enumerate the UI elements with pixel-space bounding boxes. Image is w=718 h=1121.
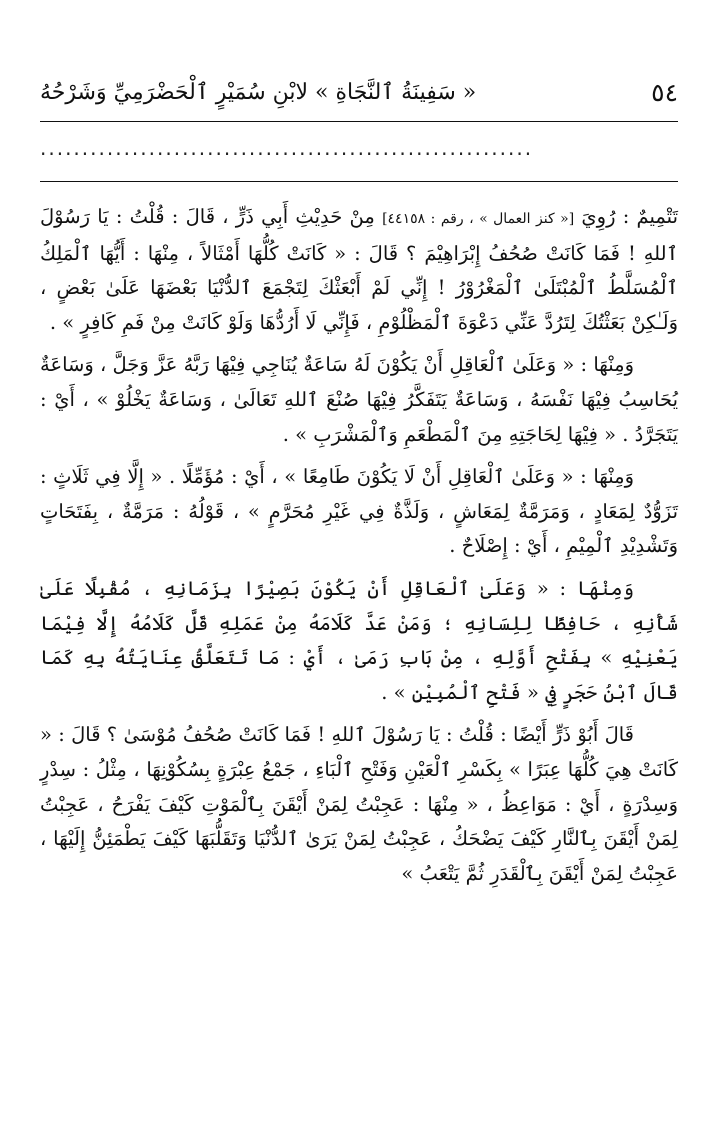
paragraph-text: قَالَ أَبُوْ ذَرٍّ أَيْضًا : قُلْتُ : يَا رَسُوْلَ ٱللهِ ! فَمَا كَانَتْ صُحُفُ مُوْسَىٰ ؟ قَالَ : « كَانَتْ هِيَ كُلُّهَا عِبَرًا » بِكَسْرِ ٱلْعَيْنِ وَفَتْحِ ٱلْبَاءِ ، جَمْعُ عِبْرَةٍ بِسُكُوْنِهَا ، مِثْلُ : سِدْرٍ وَسِدْرَةٍ ، أَيْ : مَوَاعِظُ ، « مِنْهَا : عَجِبْتُ لِمَنْ أَيْقَنَ بِٱلْمَوْتِ كَيْفَ يَفْرَحُ ، عَجِبْتُ لِمَنْ أَيْقَنَ بِٱلنَّارِ كَيْفَ يَضْحَكُ ، عَجِبْتُ لِمَنْ يَرَىٰ ٱلدُّنْيَا وَتَقَلُّبَهَا كَيْفَ يَطْمَئِنُّ إِلَيْهَا ، عَجِبْتُ لِمَنْ أَيْقَنَ بِٱلْقَدَرِ ثُمَّ يَتْعَبُ »	[40, 723, 678, 885]
paragraph	[40, 718, 678, 891]
paragraph	[40, 460, 678, 564]
page-number: ٥٤	[651, 77, 678, 107]
paragraph-text: مِنْ حَدِيْثِ أَبِي ذَرٍّ ، قَالَ : قُلْتُ : يَا رَسُوْلَ ٱللهِ ! فَمَا كَانَتْ صُحُفُ إِبْرَاهِيْمَ ؟ قَالَ : « كَانَتْ كُلُّهَا أَمْثَالاً ، مِنْهَا : أَيُّهَا ٱلْمَلِكُ ٱلْمُسَلَّطُ ٱلْمُبْتَلَىٰ ٱلْمَغْرُوْرُ ! إِنِّي لَمْ أَبْعَثْكَ لِتَجْمَعَ ٱلدُّنْيَا بَعْضَهَا عَلَىٰ بَعْضٍ ، وَلَـٰكِنْ بَعَثْتُكَ لِتَرُدَّ عَنِّي دَعْوَةَ ٱلْمَظْلُوْمِ ، فَإِنِّي لَا أَرُدُّهَا وَلَوْ كَانَتْ مِنْ فَمِ كَافِرٍ » .	[40, 205, 678, 334]
paragraph	[40, 200, 678, 340]
paragraph	[40, 572, 678, 710]
header-rule	[40, 121, 678, 122]
paragraph-text: تَتْمِيمٌ : رُوِيَ	[574, 205, 678, 228]
separator-rule	[40, 181, 678, 182]
body-text	[40, 200, 678, 899]
citation-reference: [« كنز العمال » ، رقم : ٤٤١٥٨]	[382, 211, 575, 227]
running-title: « سَفِينَةُ ٱلنَّجَاةِ » لابْنِ سُمَيْرٍ ٱلْحَضْرَمِيِّ وَشَرْحُهُ	[40, 79, 477, 105]
paragraph-text: وَمِنْهَا : « وَعَلَىٰ ٱلْعَاقِلِ أَنْ يَكُوْنَ لَهُ سَاعَةٌ يُنَاجِي فِيْهَا رَبَّهُ عَزَّ وَجَلَّ ، وَسَاعَةٌ يُحَاسِبُ فِيْهَا نَفْسَهُ ، وَسَاعَةٌ يَتَفَكَّرُ فِيْهَا صُنْعَ ٱللهِ تَعَالَىٰ ، وَسَاعَةٌ يَخْلُوْ » ، أَيْ : يَتَجَرَّدُ . « فِيْهَا لِحَاجَتِهِ مِنَ ٱلْمَطْعَمِ وَٱلْمَشْرَبِ » .	[40, 353, 678, 446]
paragraph-text: وَمِنْهَا : « وَعَلَىٰ ٱلْعَاقِلِ أَنْ يَكُوْنَ بَصِيْرًا بِزَمَانِهِ ، مُقْبِلًا عَلَىٰ شَأْنِهِ ، حَافِظًا لِلِسَانِهِ ؛ وَمَنْ عَدَّ كَلَامَهُ مِنْ عَمَلِهِ قَلَّ كَلَامُهُ إِلَّا فِيْمَا يَعْنِيْهِ » بِفَتْحِ أَوَّلِهِ ، مِنْ بَابِ رَمَىٰ ، أَيْ : مَا تَتَعَلَّقُ عِنَايَتُهُ بِهِ كَمَا قَالَ ٱبْنُ حَجَرٍ فِي « فَتْحِ ٱلْمُبِيْنِ » .	[40, 576, 678, 704]
dotted-separator: ...........................................................	[40, 136, 534, 160]
paragraph-text: وَمِنْهَا : « وَعَلَىٰ ٱلْعَاقِلِ أَنْ لَا يَكُوْنَ طَامِعًا » ، أَيْ : مُؤَمِّلًا . « إِلَّا فِي ثَلَاثٍ : تَزَوُّدٌ لِمَعَادٍ ، وَمَرَمَّةٌ لِمَعَاشٍ ، وَلَذَّةٌ فِي غَيْرِ مُحَرَّمٍ » ، قَوْلُهُ : مَرَمَّةٌ ، بِفَتَحَاتٍ وَتَشْدِيْدِ ٱلْمِيْمِ ، أَيْ : إِصْلَاحٌ .	[40, 465, 678, 558]
page-header	[40, 74, 678, 110]
paragraph	[40, 348, 678, 452]
